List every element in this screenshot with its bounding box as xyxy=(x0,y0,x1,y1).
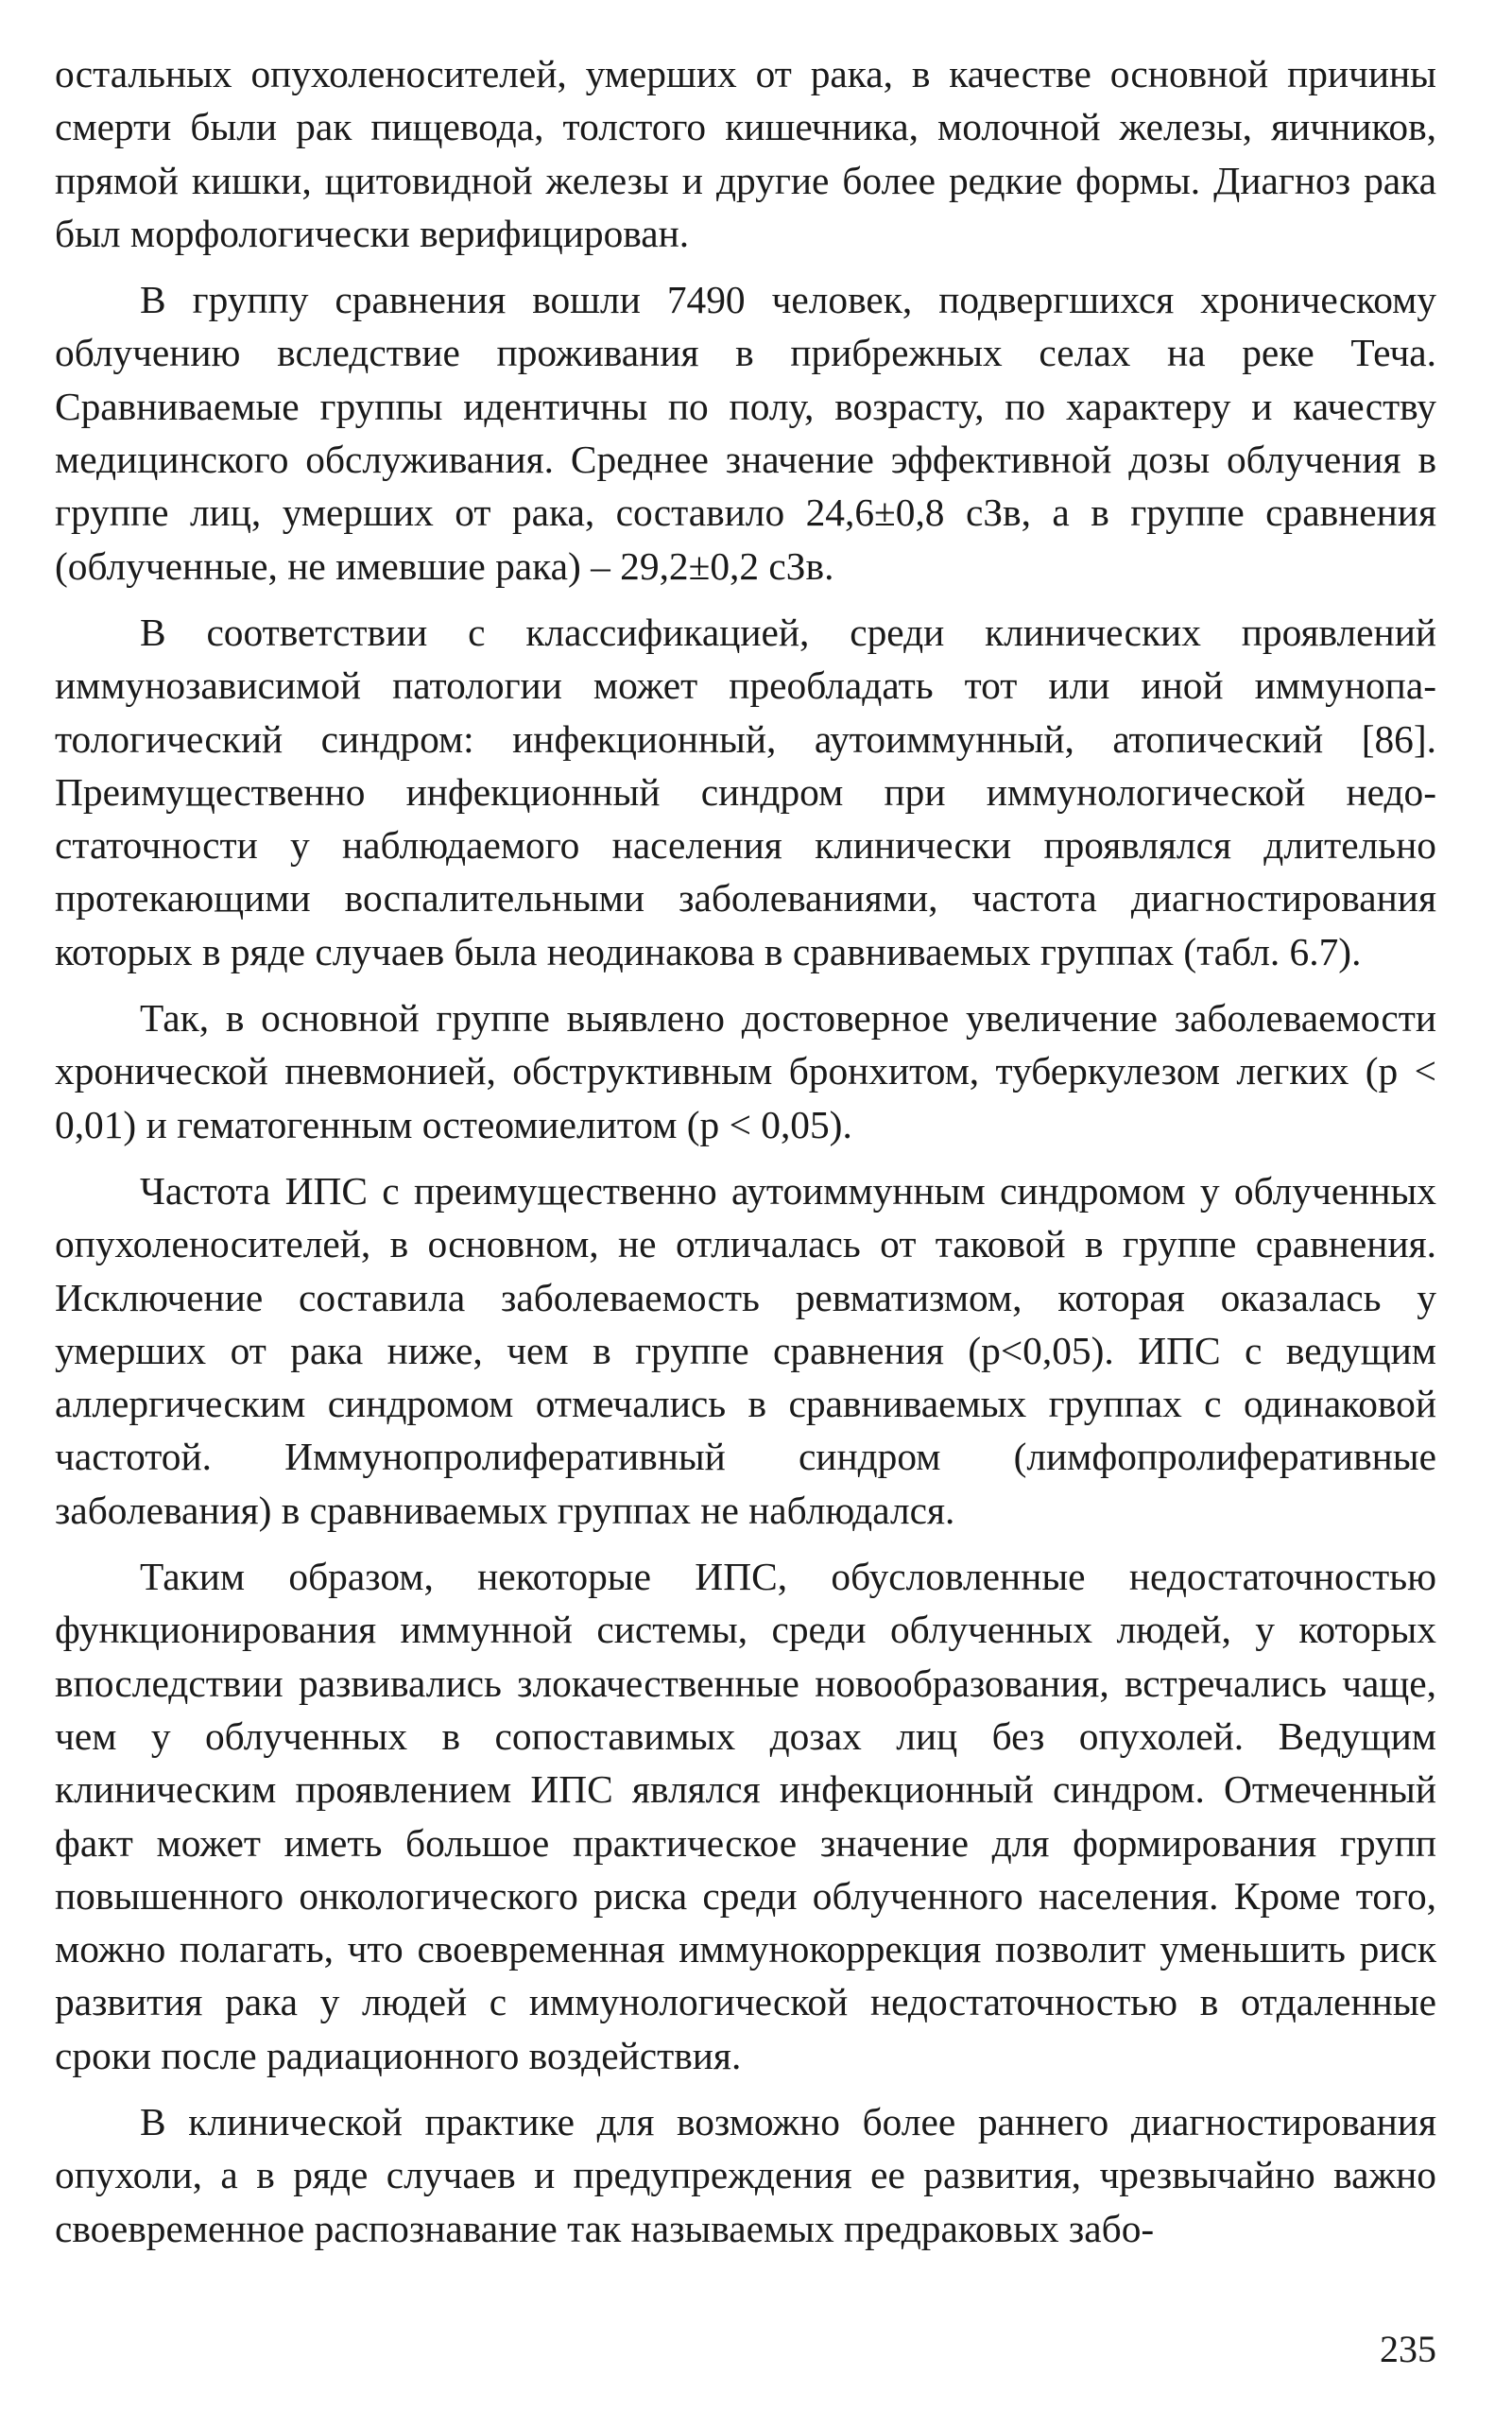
paragraph: В соответствии с классификацией, среди клинических проявлений иммунозависимой патологии может преобладать тот или иной иммунопатологический синдром: инфекционный, аутоиммунный, атопический [86]. Преимущественно инфекционный синдром при иммунологической недостаточности у наблюдаемого населения клинически проявлялся длительно протекающими воспалительными заболеваниями, частота диагностирования которых в ряде случаев была неодинакова в сравниваемых группах (табл. 6.7). xyxy=(55,610,1436,973)
paragraph: Таким образом, некоторые ИПС, обусловленные недостаточностью функционирования иммунной системы, среди облученных людей, у которых впоследствии развивались злокачественные новообразования, встречались чаще, чем у облученных в сопоставимых дозах лиц без опухолей. Ведущим клиническим проявлением ИПС являлся инфекционный синдром. Отмеченный факт может иметь большое практическое значение для формирования групп повышенного онкологического риска среди облученного населения. Кроме того, можно полагать, что своевременная иммунокоррекция позволит уменьшить риск развития рака у людей с иммунологической недостаточностью в отдаленные сроки после радиационного воздействия. xyxy=(55,1555,1436,2077)
body-text xyxy=(55,47,1436,2268)
paragraph: Частота ИПС с преимущественно аутоиммунным синдромом у облученных опухоленосителей, в основном, не отличалась от таковой в группе сравнения. Исключение составила заболеваемость ревматизмом, которая оказалась у умерших от рака ниже, чем в группе сравнения (p<0,05). ИПС с ведущим аллергическим синдромом отмечались в сравниваемых группах с одинаковой частотой. Иммунопролиферативный синдром (лимфопролиферативные заболевания) в сравниваемых группах не наблюдался. xyxy=(55,1168,1436,1532)
paragraph: Так, в основной группе выявлено достоверное увеличение заболеваемости хронической пневмонией, обструктивным бронхитом, туберкулезом легких (p < 0,01) и гематогенным остеомиелитом (p < 0,05). xyxy=(55,996,1436,1146)
page-number: 235 xyxy=(1380,2328,1436,2370)
paragraph: В клинической практике для возможно более раннего диагностирования опухоли, а в ряде случаев и предупреждения ее развития, чрезвычайно важно своевременное распознавание так называемых предраковых забо- xyxy=(55,2099,1436,2250)
paragraph: В группу сравнения вошли 7490 человек, подвергшихся хроническому облучению вследствие проживания в прибрежных селах на реке Теча. Сравниваемые группы идентичны по полу, возрасту, по характеру и качеству медицинского обслуживания. Среднее значение эффективной дозы облучения в группе лиц, умерших от рака, составило 24,6±0,8 сЗв, а в группе сравнения (облученные, не имевшие рака) – 29,2±0,2 сЗв. xyxy=(55,278,1436,588)
paragraph: остальных опухоленосителей, умерших от рака, в качестве основной причины смерти были рак пищевода, толстого кишечника, молочной железы, яичников, прямой кишки, щитовидной железы и другие более редкие формы. Диагноз рака был морфологически верифицирован. xyxy=(55,52,1436,255)
